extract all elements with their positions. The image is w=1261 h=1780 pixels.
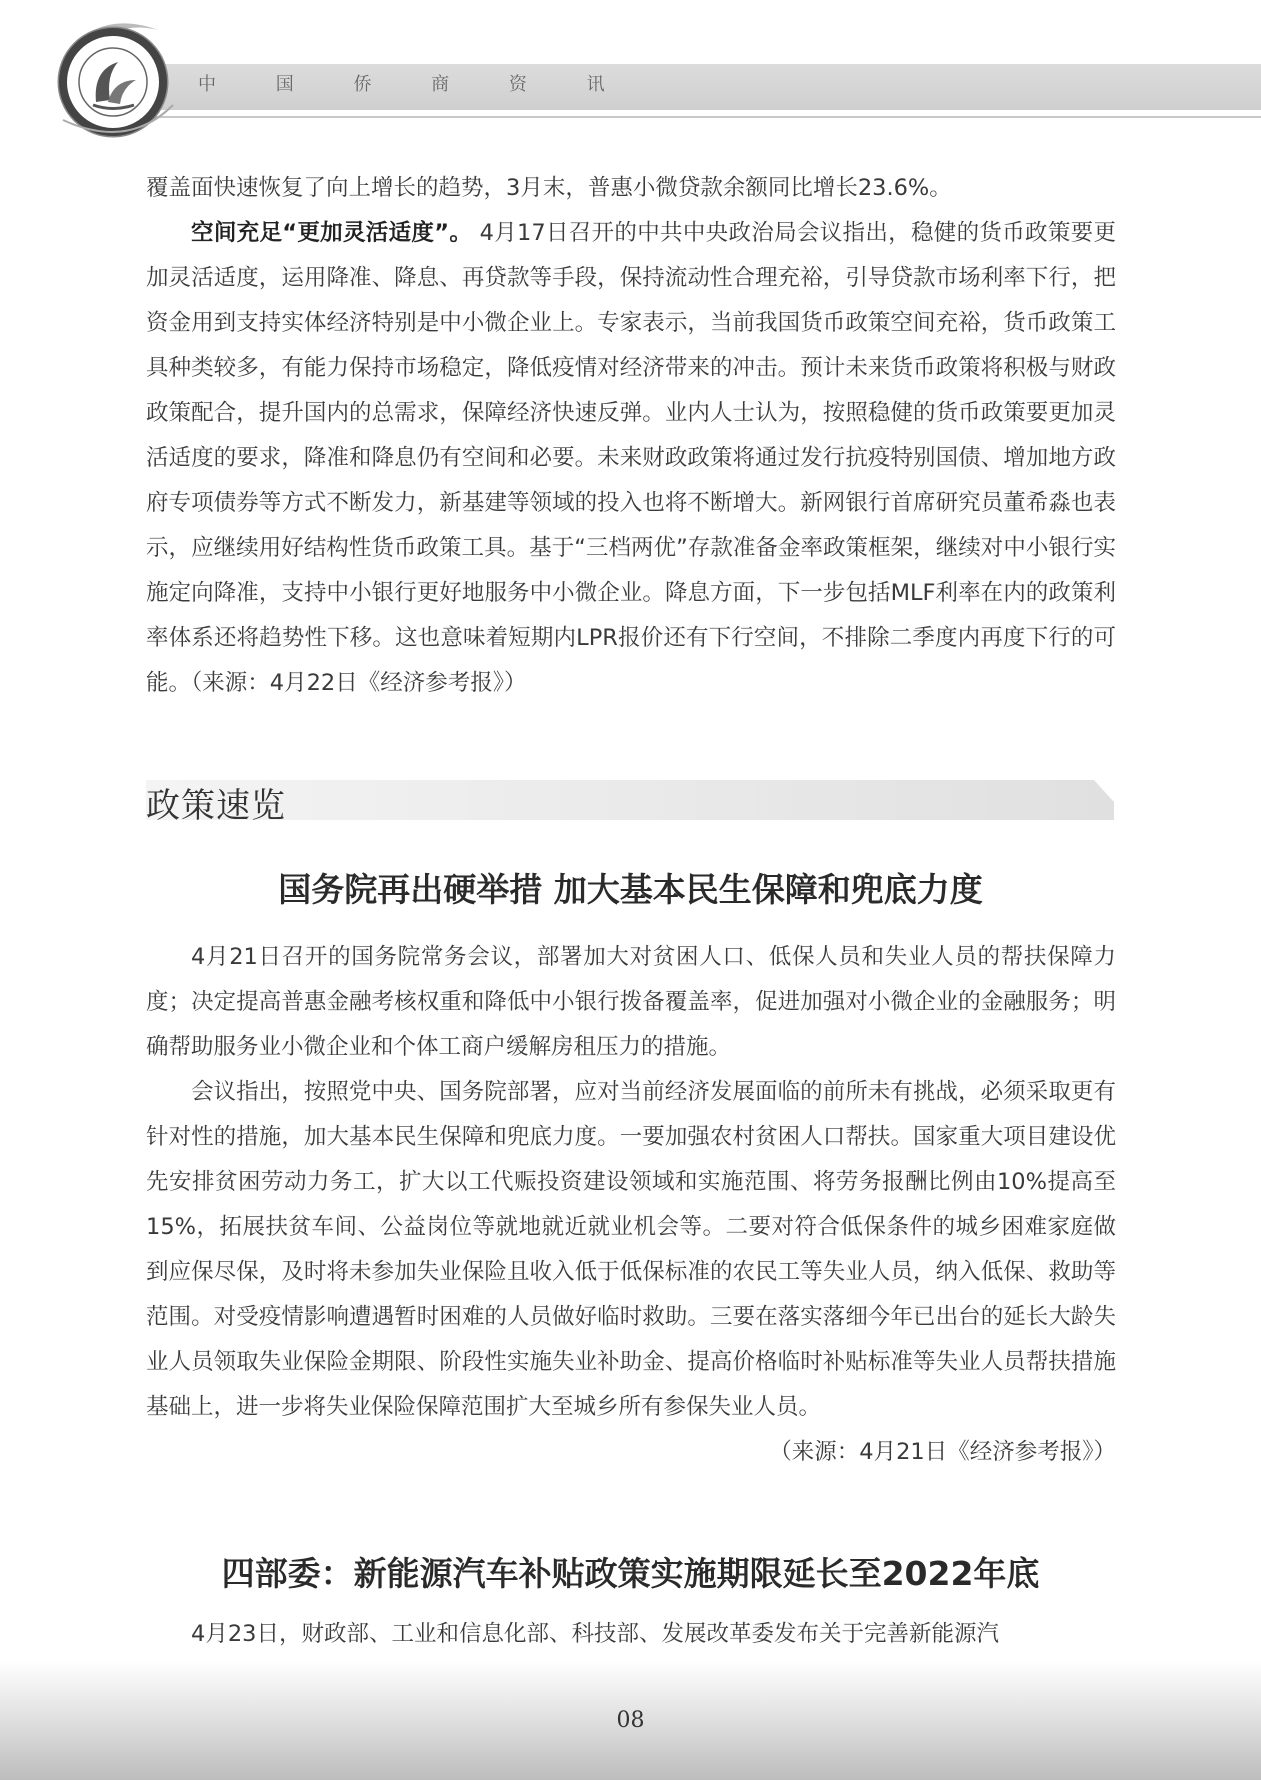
page-number: 08 <box>616 1708 645 1733</box>
paragraph <box>146 211 1116 706</box>
paragraph: 4月21日召开的国务院常务会议，部署加大对贫困人口、低保人员和失业人员的帮扶保障力度；决定提高普惠金融考核权重和降低中小银行拨备覆盖率，促进加强对小微企业的金融服务；明确帮助服务业小微企业和个体工商户缓解房租压力的措施。 <box>146 944 1116 1060</box>
paragraph: 覆盖面快速恢复了向上增长的趋势，3月末，普惠小微贷款余额同比增长23.6%。 <box>146 175 952 201</box>
source-citation: （来源：4月21日《经济参考报》） <box>769 1439 1116 1465</box>
article-headline: 四部委：新能源汽车补贴政策实施期限延长至2022年底 <box>221 1554 1040 1593</box>
federation-logo <box>48 10 178 140</box>
publication-title: 中 国 侨 商 资 讯 <box>198 74 632 95</box>
source-citation: （来源：4月22日《经济参考报》） <box>191 670 527 696</box>
article-headline: 国务院再出硬举措 加大基本民生保障和兜底力度 <box>278 870 983 909</box>
article-continuation <box>146 166 1116 706</box>
paragraph-body: 会议指出，按照党中央、国务院部署，应对当前经济发展面临的前所未有挑战，必须采取更有针对性的措施，加大基本民生保障和兜底力度。一要加强农村贫困人口帮扶。国家重大项目建设优先安排贫困劳动力务工，扩大以工代赈投资建设领域和实施范围、将劳务报酬比例由10%提高至15%，拓展扶贫车间、公益岗位等就地就近就业机会等。二要对符合低保条件的城乡困难家庭做到应保尽保，及时将未参加失业保险且收入低于低保标准的农民工等失业人员，纳入低保、救助等范围。对受疫情影响遭遇暂时困难的人员做好临时救助。三要在落实落细今年已出台的延长大龄失业人员领取失业保险金期限、阶段性实施失业补助金、提高价格临时补贴标准等失业人员帮扶措施基础上，进一步将失业保险保障范围扩大至城乡所有参保失业人员。 <box>146 1079 1116 1420</box>
article-body <box>146 1612 1116 1657</box>
section-bar <box>146 780 1114 820</box>
paragraph: 4月23日，财政部、工业和信息化部、科技部、发展改革委发布关于完善新能源汽 <box>191 1621 999 1647</box>
paragraph-body: 4月17日召开的中共中央政治局会议指出，稳健的货币政策要更加灵活适度，运用降准、降息、再贷款等手段，保持流动性合理充裕，引导贷款市场利率下行，把资金用到支持实体经济特别是中小微企业上。专家表示，当前我国货币政策空间充裕，货币政策工具种类较多，有能力保持市场稳定，降低疫情对经济带来的冲击。预计未来货币政策将积极与财政政策配合，提升国内的总需求，保障经济快速反弹。业内人士认为，按照稳健的货币政策要更加灵活适度的要求，降准和降息仍有空间和必要。未来财政政策将通过发行抗疫特别国债、增加地方政府专项债券等方式不断发力，新基建等领域的投入也将不断增大。新网银行首席研究员董希淼也表示，应继续用好结构性货币政策工具。基于“三档两优”存款准备金率政策框架，继续对中小银行实施定向降准，支持中小银行更好地服务中小微企业。降息方面，下一步包括MLF利率在内的政策利率体系还将趋势性下移。这也意味着短期内LPR报价还有下行空间，不排除二季度内再度下行的可能。 <box>146 220 1116 696</box>
paragraph-lead: 空间充足“更加灵活适度”。 <box>191 220 473 246</box>
section-title: 政策速览 <box>146 786 286 826</box>
header-divider <box>150 116 1261 118</box>
paragraph <box>146 1070 1116 1475</box>
article-body <box>146 935 1116 1475</box>
